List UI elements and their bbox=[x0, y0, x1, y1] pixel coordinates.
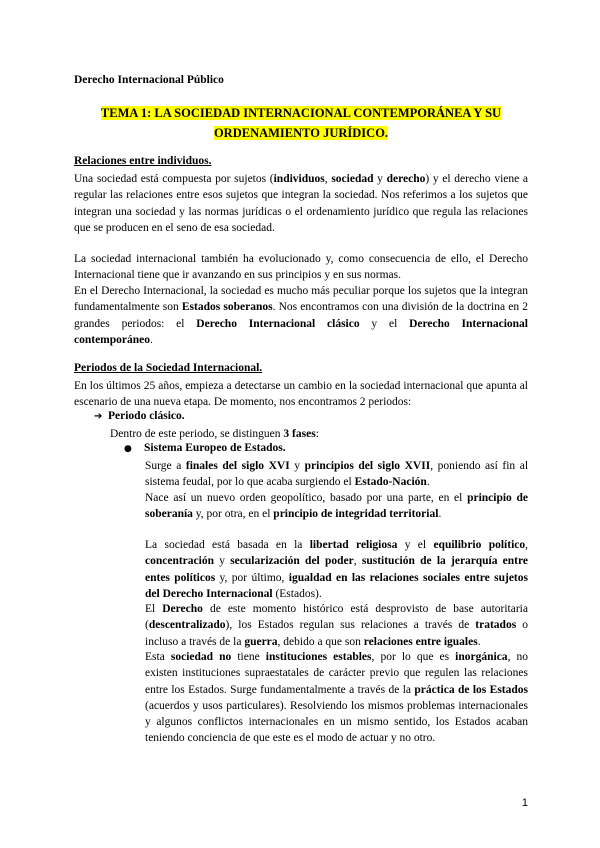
paragraph-periodos-intro: En los últimos 25 años, empieza a detectarse un cambio en la sociedad internacional que apunta al escenario de una nueva etapa. De momento, nos encontramos 2 periodos: bbox=[74, 380, 528, 409]
paragraph-sociedad-basada: La sociedad está basada en la libertad religiosa y el equilibrio político, concentración y secularización del poder, sustitución de la jerarquía entre entes políticos y, por último, igualdad en las relaciones sociales entre sujetos del Derecho Internacional (Estados). bbox=[145, 539, 528, 600]
page-number: 1 bbox=[521, 797, 528, 809]
paragraph-orden-geopolitico: Nace así un nuevo orden geopolítico, basado por una parte, en el principio de soberanía y, por otra, en el principio de integridad territorial. bbox=[145, 492, 528, 521]
tema-title bbox=[74, 103, 528, 143]
paragraph-fases: Dentro de este periodo, se distinguen 3 fases: bbox=[110, 428, 319, 440]
document-title: Derecho Internacional Público bbox=[74, 74, 224, 86]
list-item-periodo-clasico: ➔ Periodo clásico. bbox=[94, 410, 185, 422]
arrow-right-icon: ➔ bbox=[94, 411, 103, 422]
paragraph-derecho-descentralizado: El Derecho de este momento histórico está desprovisto de base autoritaria (descentralizado), los Estados regulan sus relaciones a través de tratados o incluso a través de la guerra, debido a que son relaciones entre iguales. bbox=[145, 603, 528, 648]
tema-title-text: TEMA 1: LA SOCIEDAD INTERNACIONAL CONTEMPORÁNEA Y SU ORDENAMIENTO JURÍDICO. bbox=[100, 106, 502, 140]
section-title-relaciones: Relaciones entre individuos. bbox=[74, 155, 212, 167]
bullet-icon: ● bbox=[124, 444, 132, 454]
paragraph-evolucion: La sociedad internacional también ha evolucionado y, como consecuencia de ello, el Derecho Internacional tiene que ir avanzando en sus principios y en sus normas. bbox=[74, 253, 528, 282]
paragraph-surge: Surge a finales del siglo XVI y principios del siglo XVII, poniendo así fin al sistema feudal, por lo que acaba surgiendo el Estado-Nación. bbox=[145, 460, 529, 489]
paragraph-sujetos: Una sociedad está compuesta por sujetos (individuos, sociedad y derecho) y el derecho viene a regular las relaciones entre esos sujetos que integran la sociedad. Nos referimos a los sujetos que integran una sociedad y las normas jurídicas o el ordenamiento jurídico que regula las relaciones que se producen en el seno de esa sociedad. bbox=[74, 173, 529, 234]
section-title-periodos: Periodos de la Sociedad Internacional. bbox=[74, 362, 263, 374]
paragraph-sociedad-inorganica: Esta sociedad no tiene instituciones estables, por lo que es inorgánica, no existen instituciones supraestatales de carácter previo que regulen las relaciones entre los Estados. Surge fundamentalmente a través de la práctica de los Estados (acuerdos y usos particulares). Resolviendo los mismos problemas internacionales y algunos conflictos internacionales en un mismo sentido, los Estados acaban teniendo conciencia de que este es el modo de actuar y no otro. bbox=[145, 651, 529, 745]
list-item-sistema-europeo: ● Sistema Europeo de Estados. bbox=[124, 442, 286, 454]
paragraph-derecho-internacional: En el Derecho Internacional, la sociedad es mucho más peculiar porque los sujetos que la integran fundamentalmente son Estados soberanos. Nos encontramos con una división de la doctrina en 2 grandes periodos: el Derecho Internacional clásico y el Derecho Internacional contemporáneo. bbox=[74, 285, 528, 346]
